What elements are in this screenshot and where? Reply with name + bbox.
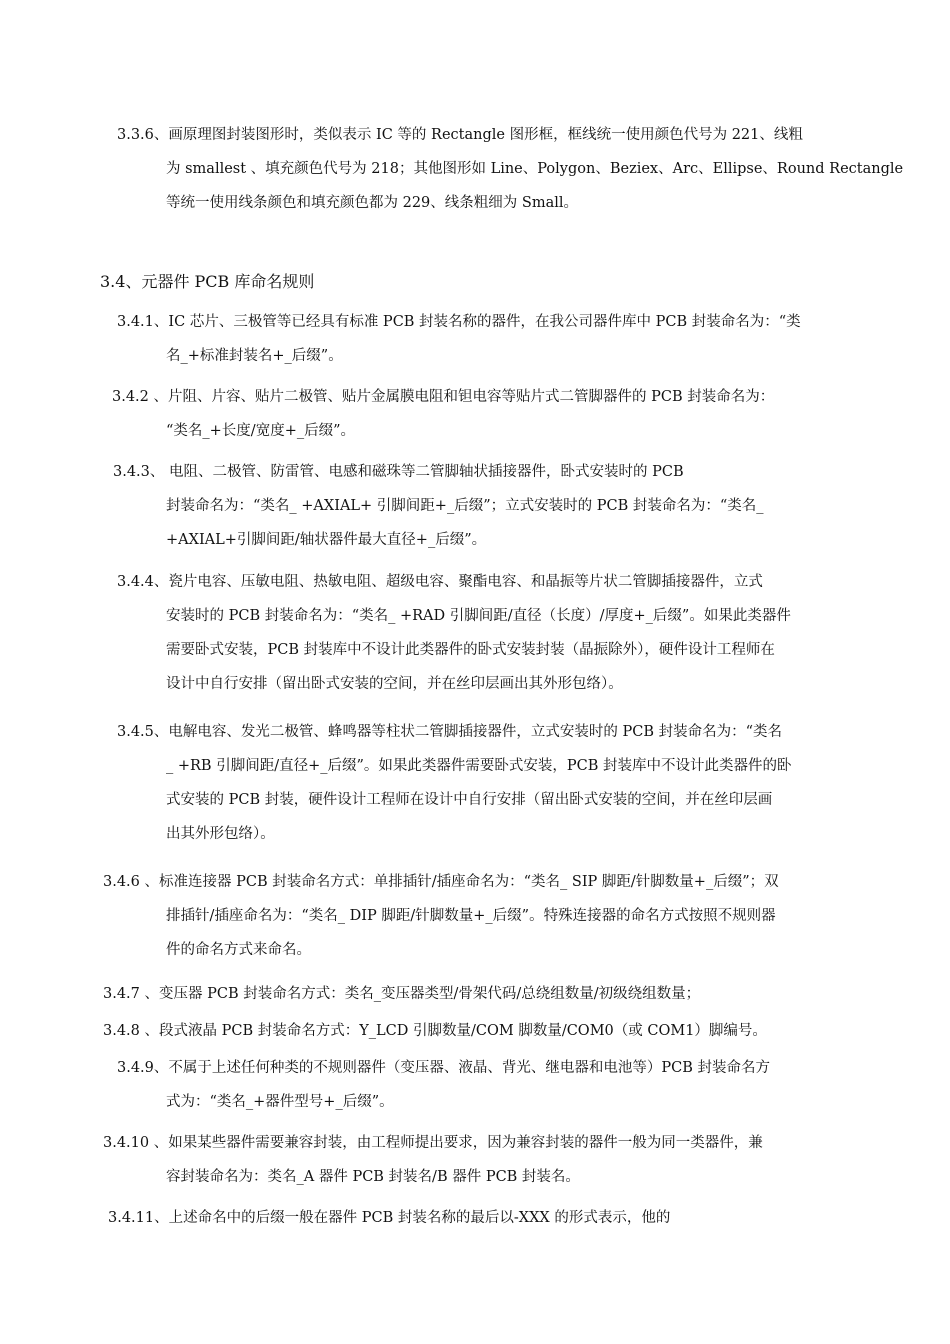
paragraph-3-4-5 — [0, 715, 792, 851]
paragraph-line: 封装命名为：“类名_ +AXIAL+ 引脚间距+_后缀”；立式安装时的 PCB 封装命名为：“类名_ — [166, 498, 764, 514]
paragraph-line: 安装时的 PCB 封装命名为：“类名_ +RAD 引脚间距/直径（长度）/厚度+_后缀”。如果此类器件 — [166, 608, 791, 624]
paragraph-line: 3.4.4、瓷片电容、压敏电阻、热敏电阻、超级电容、聚酯电容、和晶振等片状二管脚插接器件，立式 — [117, 574, 763, 590]
paragraph-3-4-2 — [0, 380, 774, 448]
paragraph-line: 排插针/插座命名为：“类名_ DIP 脚距/针脚数量+_后缀”。特殊连接器的命名方式按照不规则器 — [166, 908, 776, 924]
paragraph-line: 式安装的 PCB 封装，硬件设计工程师在设计中自行安排（留出卧式安装的空间，并在丝印层画 — [166, 792, 773, 808]
paragraph-3-4-11 — [0, 1201, 670, 1235]
paragraph-line: 3.3.6、画原理图封装图形时，类似表示 IC 等的 Rectangle 图形框，框线统一使用颜色代号为 221、线粗 — [117, 127, 803, 143]
paragraph-3-4-1 — [0, 305, 801, 373]
paragraph-line: 3.4.8 、段式液晶 PCB 封装命名方式：Y_LCD 引脚数量/COM 脚数量/COM0（或 COM1）脚编号。 — [103, 1023, 767, 1039]
paragraph-line: 3.4.7 、变压器 PCB 封装命名方式：类名_变压器类型/骨架代码/总绕组数量/初级绕组数量； — [103, 986, 701, 1002]
paragraph-line: 设计中自行安排（留出卧式安装的空间，并在丝印层画出其外形包络）。 — [166, 676, 623, 692]
paragraph-3-4-7 — [0, 977, 700, 1011]
paragraph-line: 3.4.6 、标准连接器 PCB 封装命名方式：单排插针/插座命名为：“类名_ SIP 脚距/针脚数量+_后缀”；双 — [103, 874, 779, 890]
paragraph-line: 3.4.1、IC 芯片、三极管等已经具有标准 PCB 封装名称的器件，在我公司器件库中 PCB 封装命名为：“类 — [117, 314, 801, 330]
paragraph-line: 3.4.2 、片阻、片容、贴片二极管、贴片金属膜电阻和钽电容等贴片式二管脚器件的 PCB 封装命名为： — [112, 389, 775, 405]
paragraph-line: 3.4.3、 电阻、二极管、防雷管、电感和磁珠等二管脚轴状插接器件，卧式安装时的 PCB — [113, 464, 684, 480]
paragraph-line: +AXIAL+引脚间距/轴状器件最大直径+_后缀”。 — [166, 532, 487, 548]
paragraph-line: 出其外形包络）。 — [166, 826, 275, 842]
paragraph-line: 容封装命名为：类名_A 器件 PCB 封装名/B 器件 PCB 封装名。 — [166, 1169, 580, 1185]
paragraph-3-4-3 — [0, 455, 764, 557]
paragraph-line: 件的命名方式来命名。 — [166, 942, 311, 958]
section-heading-3-4: 3.4、元器件 PCB 库命名规则 — [100, 272, 315, 291]
paragraph-3-4-8 — [0, 1014, 767, 1048]
paragraph-line: 3.4.11、上述命名中的后缀一般在器件 PCB 封装名称的最后以-XXX 的形式表示，他的 — [108, 1210, 671, 1226]
paragraph-line: 3.4.9、不属于上述任何种类的不规则器件（变压器、液晶、背光、继电器和电池等）PCB 封装命名方 — [117, 1060, 771, 1076]
paragraph-line: 需要卧式安装，PCB 封装库中不设计此类器件的卧式安装封装（晶振除外），硬件设计工程师在 — [166, 642, 775, 658]
paragraph-3-3-6 — [0, 118, 903, 220]
paragraph-line: 等统一使用线条颜色和填充颜色都为 229、线条粗细为 Small。 — [166, 195, 578, 211]
paragraph-3-4-4 — [0, 565, 791, 701]
paragraph-3-4-10 — [0, 1126, 763, 1194]
paragraph-line: 名_+标准封装名+_后缀”。 — [166, 348, 343, 364]
paragraph-3-4-6 — [0, 865, 779, 967]
paragraph-line: 为 smallest 、填充颜色代号为 218；其他图形如 Line、Polygon、Beziex、Arc、Ellipse、Round Rectangle — [166, 161, 904, 177]
paragraph-line: _ +RB 引脚间距/直径+_后缀”。如果此类器件需要卧式安装，PCB 封装库中不设计此类器件的卧 — [166, 758, 792, 774]
paragraph-line: 式为：“类名_+器件型号+_后缀”。 — [166, 1094, 394, 1110]
paragraph-line: 3.4.10 、如果某些器件需要兼容封装，由工程师提出要求，因为兼容封装的器件一般为同一类器件，兼 — [103, 1135, 763, 1151]
paragraph-3-4-9 — [0, 1051, 770, 1119]
paragraph-line: “类名_+长度/宽度+_后缀”。 — [166, 423, 356, 439]
paragraph-line: 3.4.5、电解电容、发光二极管、蜂鸣器等柱状二管脚插接器件，立式安装时的 PCB 封装命名为：“类名 — [117, 724, 783, 740]
